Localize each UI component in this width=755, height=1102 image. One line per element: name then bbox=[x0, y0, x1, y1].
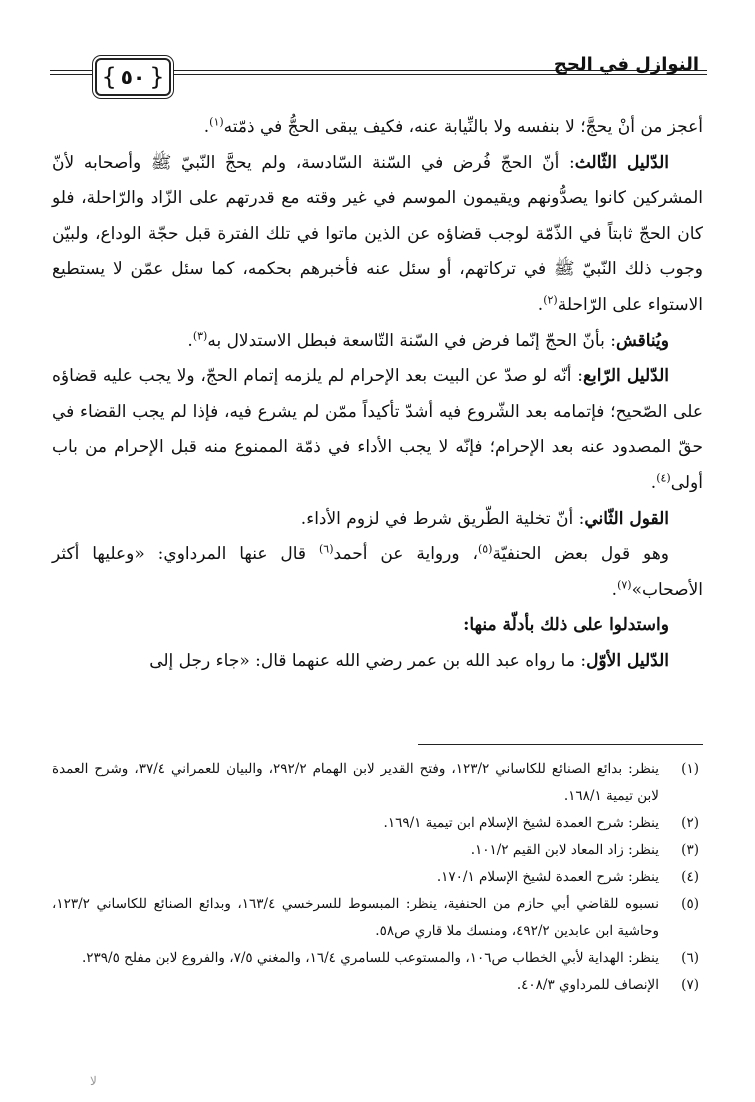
footnotes bbox=[52, 756, 699, 999]
brace-left-icon: { bbox=[149, 63, 165, 91]
footnote-number: (٣) bbox=[681, 842, 699, 858]
brace-right-icon: } bbox=[101, 63, 117, 91]
footnote-ref: (٤) bbox=[656, 471, 671, 485]
footnote-item bbox=[52, 756, 699, 810]
footnote-ref: (٣) bbox=[192, 328, 208, 342]
footnote-number: (٥) bbox=[681, 896, 699, 912]
first-evidence-heading: الدّليل الأوّل bbox=[586, 650, 669, 671]
footnote-number: (٤) bbox=[681, 869, 699, 885]
footnote-text: ينظر: الهداية لأبي الخطاب ص١٠٦، والمستوعب للسامري ١٦/٤، والمغني ٧/٥، والفروع لابن مفلح ٢٣٩/٥. bbox=[81, 950, 659, 966]
footnote-ref: (٧) bbox=[617, 578, 632, 592]
footnote-item bbox=[52, 810, 699, 837]
footnote-item bbox=[52, 972, 699, 999]
footnote-divider bbox=[418, 744, 703, 745]
third-evidence-heading: الدّليل الثّالث bbox=[574, 152, 669, 173]
page-header bbox=[50, 48, 707, 98]
footnote-item bbox=[52, 837, 699, 864]
paragraph-7 bbox=[52, 608, 703, 644]
page-number-box bbox=[95, 58, 171, 96]
footnote-ref: (٢) bbox=[543, 293, 558, 307]
second-opinion-heading: القول الثّاني bbox=[584, 508, 669, 529]
paragraph-8: الدّليل الأوّل: ما رواه عبد الله بن عمر رضي الله عنهما قال: «جاء رجل إلى bbox=[149, 650, 669, 671]
paragraph-3: ويُناقش: بأنّ الحجّ إنّما فرض في السّنة التّاسعة فبطل الاستدلال به$^{(٣)}$. bbox=[187, 328, 669, 351]
footnote-ref: (١) bbox=[209, 115, 224, 129]
paragraph-6: وهو قول بعض الحنفيّة$^{(٥)}$، ورواية عن أحمد$^{(٦)}$ قال عنها المرداوي: «وعليها أكثر الأصحاب»$^{(٧)}$. bbox=[52, 542, 703, 600]
footnote-text: نسبوه للقاضي أبي حازم من الحنفية، ينظر: المبسوط للسرخسي ١٦٣/٤، وبدائع الصنائع للكاساني ١٢٣/٢، وحاشية ابن عابدين ٤٩٢/٢، ومنسك ملا قاري ص٥٨. bbox=[52, 896, 659, 939]
footnote-text: الإنصاف للمرداوي ٤٠٨/٣. bbox=[516, 977, 659, 993]
footnote-text: ينظر: شرح العمدة لشيخ الإسلام ابن تيمية ١٦٩/١. bbox=[383, 815, 659, 831]
footnote-number: (١) bbox=[681, 761, 699, 777]
paragraph-2: الدّليل الثّالث: أنّ الحجّ فُرض في السّنة السّادسة، ولم يحجَّ النّبيّ ﷺ وأصحابه لأنّ المشركين كانوا يصدُّونهم ويقيمون الموسم في غير وقته مع قدرتهم على الزّاد والرّاحلة، فلو كان الحجّ ثابتاً في الذّمّة لوجب قضاؤه عن الذين ماتوا في تلك الفترة قبل حجّة الوداع، ولبيّن وجوب ذلك النّبيّ ﷺ في تركاتهم، أو سئل عنه فأخبرهم بحكمه، كما سئل عمّن لا يستطيع الاستواء على الرّاحلة$^{(٢)}$. bbox=[52, 152, 703, 315]
page-number: ٥٠ bbox=[120, 65, 146, 89]
corner-mark: ﻻ bbox=[90, 1074, 97, 1088]
footnote-number: (٦) bbox=[681, 950, 699, 966]
footnote-number: (٧) bbox=[681, 977, 699, 993]
footnote-text: ينظر: شرح العمدة لشيخ الإسلام ١٧٠/١. bbox=[436, 869, 659, 885]
footnote-text: ينظر: بدائع الصنائع للكاساني ١٢٣/٢، وفتح القدير لابن الهمام ٢٩٢/٢، والبيان للعمراني ٣٧/٤، وشرح العمدة لابن تيمية ١٦٨/١. bbox=[52, 761, 660, 804]
footnote-text: ينظر: زاد المعاد لابن القيم ١٠١/٢. bbox=[470, 842, 659, 858]
paragraph-1: أعجز من أنْ يحجَّ؛ لا بنفسه ولا بالنِّيابة عنه، فكيف يبقى الحجُّ في ذمّته$^{(١)}$. bbox=[203, 115, 703, 137]
objection-heading: ويُناقش bbox=[615, 330, 669, 351]
fourth-evidence-heading: الدّليل الرّابع bbox=[582, 366, 669, 387]
footnote-item bbox=[52, 891, 699, 945]
paragraph-4: الدّليل الرّابع: أنّه لو صدّ عن البيت بعد الإحرام لم يلزمه إتمام الحجّ، ولا يجب عليه قضاؤه على الصّحيح؛ فإتمامه بعد الشّروع فيه أشدّ تأكيداً ممّن لم يشرع فيه، فإذا لم يجب القضاء في حقّ المصدود عنه بعد الإحرام؛ فإنّه لا يجب الأداء في ذمّة الممنوع منه قبل الإحرام من باب أولى$^{(٤)}$. bbox=[52, 366, 703, 493]
evidence-intro-heading: واستدلوا على ذلك بأدلّة منها: bbox=[463, 615, 669, 636]
book-title: النوازل في الحج bbox=[553, 54, 699, 75]
paragraph-5: القول الثّاني: أنّ تخلية الطّريق شرط في لزوم الأداء. bbox=[300, 508, 669, 529]
main-text bbox=[52, 110, 703, 680]
footnote-number: (٢) bbox=[681, 815, 699, 831]
footnote-item bbox=[52, 945, 699, 972]
footnote-item bbox=[52, 864, 699, 891]
footnote-ref: (٦) bbox=[318, 542, 334, 556]
footnote-ref: (٥) bbox=[477, 542, 493, 556]
